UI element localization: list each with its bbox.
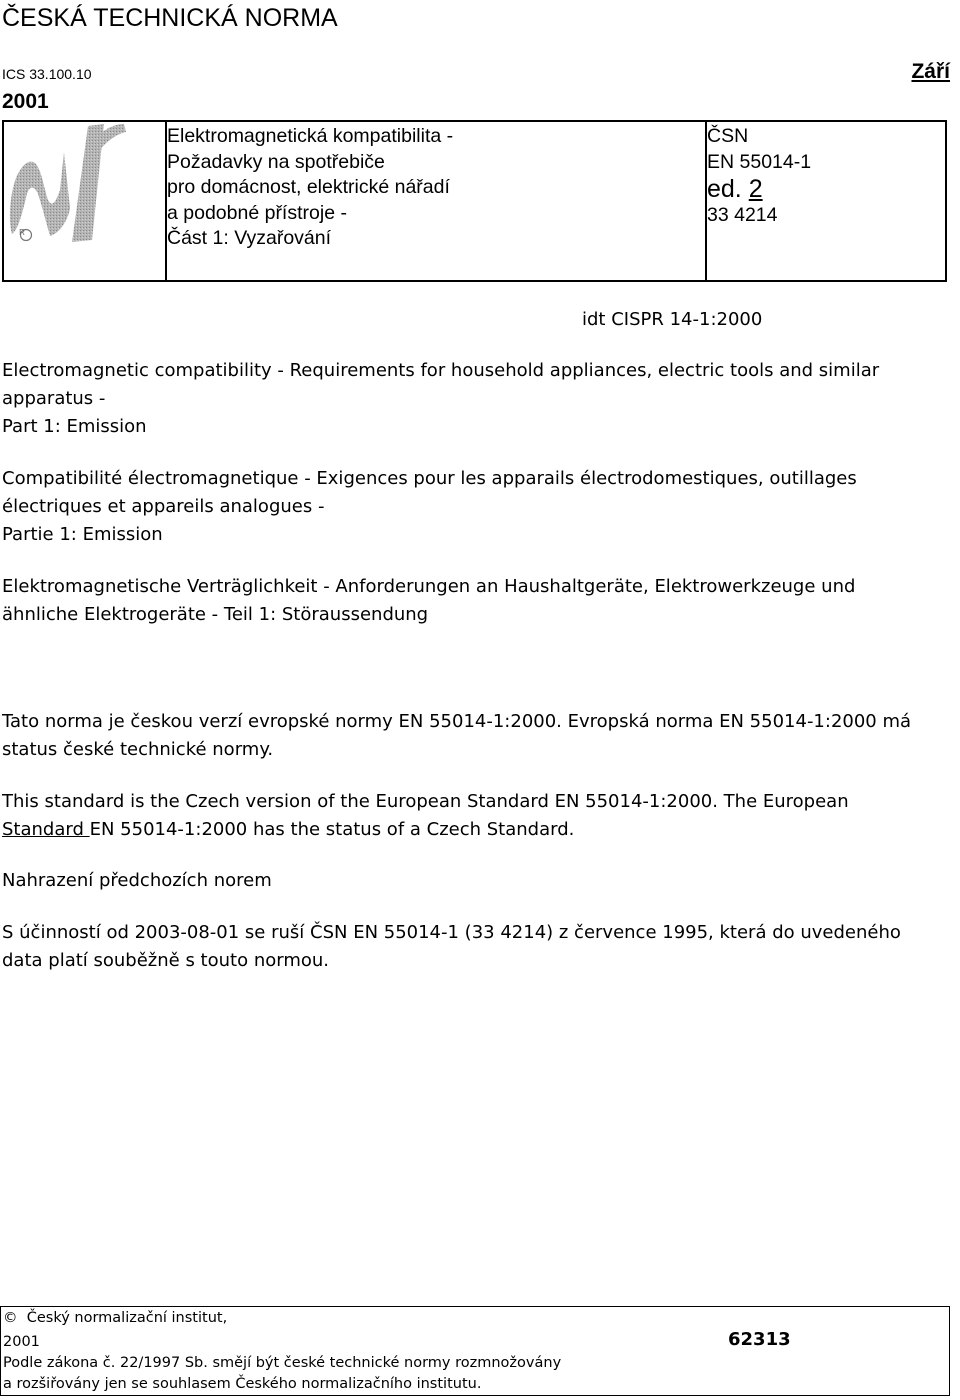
- statement-line: [2, 816, 849, 844]
- subject-line: a podobné přístroje -: [167, 201, 347, 224]
- registered-mark: R: [19, 228, 25, 237]
- header-box: [2, 120, 947, 282]
- subject-line: pro domácnost, elektrické nářadí: [167, 176, 450, 198]
- english-title-line: apparatus -: [2, 388, 106, 409]
- csn-label: ČSN: [707, 125, 749, 147]
- underlined-word: Standard: [2, 819, 90, 840]
- legal-notice-line: a rozšiřovány jen se souhlasem Českého normalizačního institutu.: [3, 1376, 482, 1392]
- subject-line: Část 1: Vyzařování: [167, 227, 332, 249]
- copyright-box: [0, 1306, 950, 1396]
- german-title-line: Elektromagnetische Verträglichkeit - Anforderungen an Haushaltgeräte, Elektrowerkzeuge und: [2, 576, 856, 597]
- czech-subject-title: [167, 124, 453, 252]
- english-title-line: Electromagnetic compatibility - Requirements for household appliances, electric tools and similar: [2, 360, 880, 381]
- statement-line: status české technické normy.: [2, 739, 274, 760]
- copyright-year: 2001: [3, 1334, 40, 1350]
- french-title-line: électriques et appareils analogues -: [2, 496, 325, 517]
- statement-line: This standard is the Czech version of the European Standard EN 55014-1:2000. The European: [2, 791, 849, 812]
- french-title-line: Partie 1: Emission: [2, 524, 163, 545]
- ics-code: ICS 33.100.10: [2, 66, 92, 82]
- statement-line: Tato norma je českou verzí evropské normy EN 55014-1:2000. Evropská norma EN 55014-1:2000 má: [2, 711, 912, 732]
- replacement-heading: Nahrazení předchozích norem: [2, 870, 272, 891]
- legal-notice-line: Podle zákona č. 22/1997 Sb. smějí být české technické normy rozmnožovány: [3, 1355, 562, 1371]
- english-title: [2, 357, 879, 441]
- statement-text: EN 55014-1:2000 has the status of a Czech Standard.: [89, 819, 575, 840]
- french-title: [2, 465, 857, 549]
- edition: [707, 175, 811, 203]
- replacement-line: data platí souběžně s touto normou.: [2, 950, 330, 971]
- german-title: [2, 573, 855, 629]
- standard-designation: [707, 124, 811, 229]
- identical-standard: idt CISPR 14-1:2000: [582, 309, 763, 330]
- edition-prefix: ed.: [707, 175, 742, 203]
- copyright-icon: ©: [3, 1310, 18, 1326]
- subject-line: Požadavky na spotřebiče: [167, 150, 385, 173]
- english-title-line: Part 1: Emission: [2, 416, 147, 437]
- subject-line: Elektromagnetická kompatibilita -: [167, 125, 454, 147]
- document-type-title: ČESKÁ TECHNICKÁ NORMA: [2, 4, 338, 32]
- replacement-line: S účinností od 2003-08-01 se ruší ČSN EN 55014-1 (33 4214) z července 1995, která do uvedeného: [2, 922, 901, 943]
- publication-year: 2001: [2, 90, 49, 113]
- edition-number: 2: [748, 175, 763, 203]
- replacement-text: [2, 919, 901, 975]
- english-version-statement: [2, 788, 849, 844]
- copyright-line: [3, 1310, 227, 1326]
- document-number: 62313: [728, 1329, 791, 1350]
- french-title-line: Compatibilité électromagnetique - Exigences pour les apparails électrodomestiques, outillages: [2, 468, 857, 489]
- publication-month: Září: [911, 60, 950, 83]
- institute-name: Český normalizační institut,: [26, 1310, 228, 1326]
- czech-version-statement: [2, 708, 911, 764]
- classification-code: 33 4214: [707, 204, 778, 226]
- german-title-line: ähnliche Elektrogeräte - Teil 1: Störaussendung: [2, 604, 429, 625]
- standard-number: EN 55014-1: [707, 150, 812, 173]
